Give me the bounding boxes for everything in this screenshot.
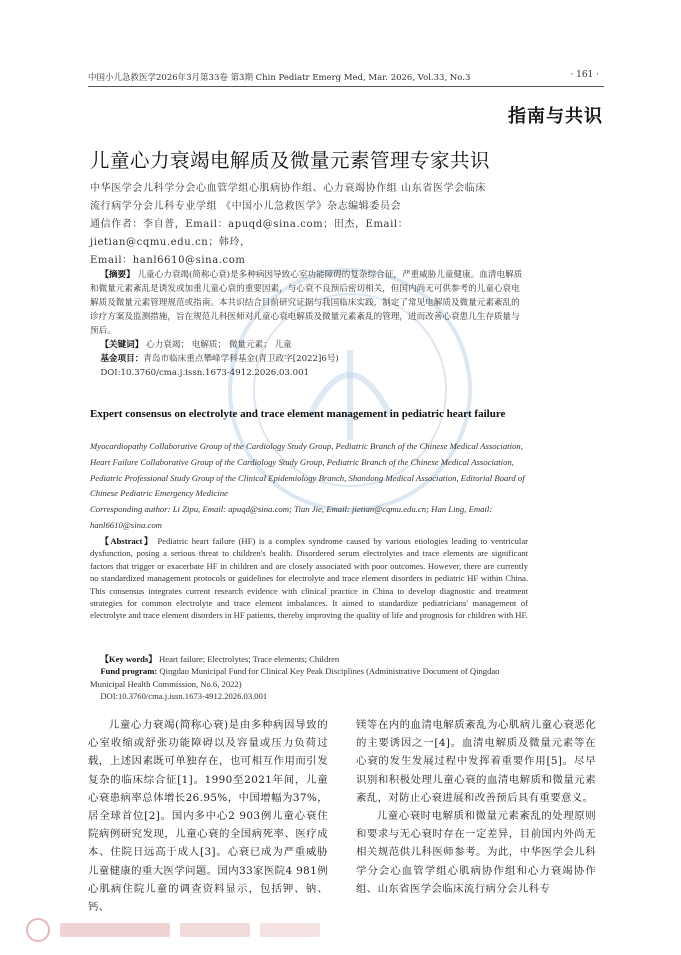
authors-zh (90, 180, 528, 270)
fund-en: Qingdao Municipal Fund for Clinical Key Peak Disciplines (Administrative Document of Qingdao Municipal Health Commission, No.6, 2022) (90, 666, 500, 689)
keywords-zh: 心力衰竭； 电解质； 微量元素； 儿童 (146, 340, 292, 350)
corresponding-zh-2: Email：hanl6610@sina.com (90, 255, 246, 266)
running-head: 中国小儿急救医学2026年3月第33卷 第3期 Chin Pediatr Emerg Med, Mar. 2026, Vol.33, No.3 (88, 73, 471, 83)
fund-label-en: Fund program: (100, 666, 158, 677)
meta-en (90, 653, 528, 703)
page-number: · 161 · (570, 70, 599, 80)
keywords-label-en: 【Key words】 (100, 654, 157, 664)
authors-zh-line1: 中华医学会儿科学分会心血管学组心肌病协作组、心力衰竭协作组 山东省医学会临床 (90, 183, 486, 194)
body-right-paragraph-1: 镁等在内的血清电解质紊乱为心肌病儿童心衰恶化的主要诱因之一[4]。血清电解质及微量元素等在心衰的发生发展过程中发挥着重要作用[5]。尽早识别和积极处理儿童心衰的血清电解质和微量元素紊乱，对防止心衰进展和改善预后具有重要意义。 (356, 719, 596, 804)
section-tag: 指南与共识 (508, 106, 603, 127)
doi-en: DOI:10.3760/cma.j.issn.1673-4912.2026.03.001 (100, 691, 268, 702)
header-rule (88, 86, 604, 87)
abstract-zh (90, 268, 528, 380)
corresponding-en: Corresponding author: Li Zipu, Email: apuqd@sina.com; Tian Jie, Email: jietian@cqmu.edu.cn; Han Ling, Email: hanl6610@sina.com (90, 504, 493, 530)
abstract-label-zh: 【摘要】 (100, 270, 135, 280)
keywords-en: Heart failure; Electrolytes; Trace elements; Children (159, 654, 340, 664)
body-left-column: 儿童心力衰竭(简称心衰)是由多种病因导致的心室收缩或舒张功能障碍以及容量或压力负荷过载，上述因素既可单独存在，也可相互作用而引发复杂的临床综合征[1]。1990至2021年间，儿童心衰患病率总体增长26.95%，中国增幅为37%，居全球首位[2]。国内多中心2 903例儿童心衰住院病例研究发现，儿童心衰的全国病死率、医疗成本、住院日远高于成人[3]。心衰已成为严重威胁儿童健康的重大医学问题。国内33家医院4 981例心肌病住院儿童的调查资料显示，包括钾、钠、钙、 (88, 719, 328, 914)
abstract-label-en: 【Abstract】 (100, 536, 154, 546)
corresponding-zh-1: 李自普，Email：apuqd@sina.com；田杰，Email：jietian@cqmu.edu.cn；韩玲， (90, 219, 409, 248)
keywords-label-zh: 【关键词】 (100, 340, 144, 350)
abstract-text-en: Pediatric heart failure (HF) is a complex syndrome caused by various etiologies leading to ventricular dysfunction, posing a serious threat to children's health. Disordered serum electrolytes and trace elements are significant factors that trigger or exacerbate HF in children and are closely associated with poor outcomes. However, there are currently no standardized management protocols or guidelines for electrolyte and trace element disorders in pediatric HF within China. This consensus integrates current research evidence with clinical practice in China to develop diagnostic and treatment strategies for common electrolyte and trace element imbalances. It aimed to standardize pediatricians' management of electrolyte and trace element disorders in HF patients, thereby improving the quality of life and prognosis for children with HF. (90, 536, 528, 621)
body-right-paragraph-2: 儿童心衰时电解质和微量元素紊乱的处理原则和要求与无心衰时存在一定差异，目前国内外尚无相关规范供儿科医师参考。为此，中华医学会儿科学分会心血管学组心肌病协作组和心力衰竭协作组、山东省医学会临床流行病分会儿科专 (356, 810, 596, 895)
authors-en-text: Myocardiopathy Collaborative Group of the Cardiology Study Group, Pediatric Branch of the Chinese Medical Association, Heart Failure Collaborative Group of the Cardiology Study Group, Pediatric Branch of the Chinese Medical Association, Pediatric Professional Study Group of the Clinical Epidemiology Branch, Shandong Medical Association, Editorial Board of Chinese Pediatric Emergency Medicine (90, 441, 525, 499)
abstract-text-zh: 儿童心力衰竭(简称心衰)是多种病因导致心室功能障碍的复杂综合征，严重威胁儿童健康。血清电解质和微量元素紊乱是诱发或加重儿童心衰的重要因素，与心衰不良预后密切相关，但国内尚无可供参考的儿童心衰电解质及微量元素管理规范或指南。本共识结合目前研究证据与我国临床实践，制定了常见电解质及微量元素紊乱的诊疗方案及监测措施，旨在规范儿科医师对儿童心衰电解质及微量元素紊乱的管理，进而改善心衰患儿生存质量与预后。 (90, 270, 523, 336)
fund-label-zh: 基金项目： (100, 354, 144, 364)
authors-en (90, 439, 530, 534)
doi-zh: DOI:10.3760/cma.j.issn.1673-4912.2026.03.001 (100, 368, 310, 378)
fund-zh: 青岛市临床重点攀峰学科基金(青卫政字[2022]6号) (143, 354, 339, 364)
article-title-zh: 儿童心力衰竭电解质及微量元素管理专家共识 (90, 149, 491, 172)
corresponding-zh (90, 216, 528, 252)
corresponding-label: 通信作者： (90, 219, 143, 230)
authors-zh-line2: 流行病学分会儿科专业学组 《中国小儿急救医学》杂志编辑委员会 (90, 201, 402, 212)
article-title-en: Expert consensus on electrolyte and trace element management in pediatric heart failure (90, 408, 506, 420)
abstract-en (90, 535, 528, 622)
footer-logo-icon (20, 915, 360, 945)
body-right-column (356, 716, 596, 898)
